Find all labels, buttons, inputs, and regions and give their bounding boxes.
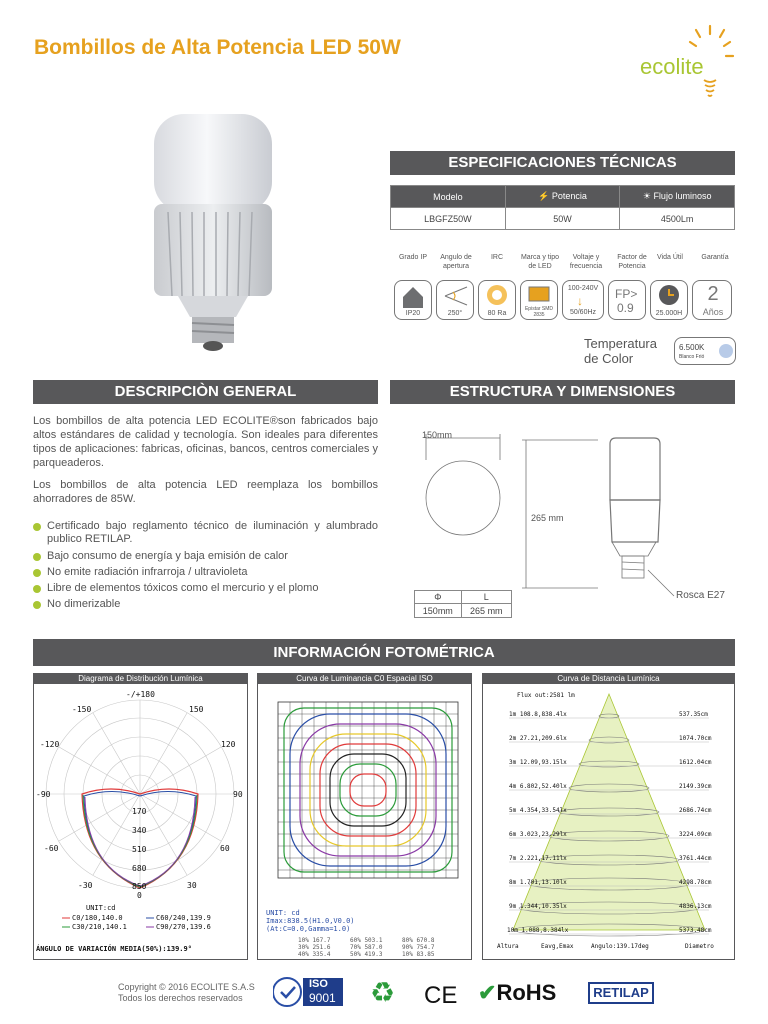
iso-logo: ISO 9001 xyxy=(273,974,345,1010)
col-model: Modelo xyxy=(391,186,506,208)
svg-text:60: 60 xyxy=(220,844,230,853)
rohs-logo: ✔RoHS xyxy=(478,980,557,1005)
distance-panel xyxy=(482,673,735,960)
svg-text:60% 503.1: 60% 503.1 xyxy=(350,937,383,944)
fp-box: FP> 0.9 xyxy=(608,280,646,320)
svg-text:2m 27.21,209.6lx: 2m 27.21,209.6lx xyxy=(509,735,567,742)
svg-text:6m 3.023,23.29lx: 6m 3.023,23.29lx xyxy=(509,831,567,838)
life-box: 25.000H xyxy=(650,280,688,320)
svg-text:30% 251.6: 30% 251.6 xyxy=(298,944,331,951)
svg-text:-90: -90 xyxy=(36,790,51,799)
iso-title: Curva de Luminancia C0 Espacial ISO xyxy=(258,674,471,684)
svg-text:-150: -150 xyxy=(72,705,92,714)
svg-text:4298.78cm: 4298.78cm xyxy=(679,879,712,886)
svg-text:10% 167.7: 10% 167.7 xyxy=(298,937,331,944)
distance-title: Curva de Distancia Lumínica xyxy=(483,674,734,684)
ce-mark: CE xyxy=(424,982,458,1009)
svg-text:C30/210,140.1: C30/210,140.1 xyxy=(72,923,127,931)
clock-icon xyxy=(651,281,687,311)
copyright: Copyright © 2016 ECOLITE S.A.S Todos los derechos reservados xyxy=(118,982,255,1003)
svg-text:8m 1.701,13.10lx: 8m 1.701,13.10lx xyxy=(509,879,567,886)
svg-text:9m 1.344,10.35lx: 9m 1.344,10.35lx xyxy=(509,903,567,910)
svg-text:70% 587.0: 70% 587.0 xyxy=(350,944,383,951)
svg-text:C90/270,139.6: C90/270,139.6 xyxy=(156,923,211,931)
color-wheel-icon xyxy=(479,281,515,311)
list-item: Bajo consumo de energía y baja emisión de calor xyxy=(33,550,378,563)
svg-text:-120: -120 xyxy=(40,740,60,749)
angle-icon xyxy=(437,281,473,311)
svg-text:850: 850 xyxy=(132,882,147,891)
structure-bar: ESTRUCTURA Y DIMENSIONES xyxy=(390,380,735,404)
flux-value: 4500Lm xyxy=(620,208,735,230)
photometric-bar: INFORMACIÓN FOTOMÉTRICA xyxy=(33,639,735,666)
ecolite-logo xyxy=(638,18,738,108)
height-label: 265 mm xyxy=(531,513,564,523)
list-item: Certificado bajo reglamento técnico de iluminación y alumbrado publico RETILAP. xyxy=(33,520,378,546)
distance-chart xyxy=(483,684,734,960)
svg-text:UNIT: cd: UNIT: cd xyxy=(266,909,300,917)
svg-text:340: 340 xyxy=(132,826,147,835)
svg-text:-30: -30 xyxy=(78,881,93,890)
svg-text:-/+180: -/+180 xyxy=(126,690,155,699)
svg-text:ecolite: ecolite xyxy=(640,54,704,79)
voltage-box: 100-240V ↓ 50/60Hz xyxy=(562,280,604,320)
label-fp: Factor de Potencia xyxy=(617,254,647,270)
width-label: 150mm xyxy=(422,430,453,440)
svg-text:3m 12.09,93.15lx: 3m 12.09,93.15lx xyxy=(509,759,567,766)
svg-text:4836.13cm: 4836.13cm xyxy=(679,903,712,910)
svg-text:Diametro: Diametro xyxy=(685,943,714,950)
svg-text:Imax:838.5(H1.0,V0.0): Imax:838.5(H1.0,V0.0) xyxy=(266,917,355,925)
svg-text:Flux out:2581 lm: Flux out:2581 lm xyxy=(517,692,575,699)
spec-table xyxy=(390,185,735,230)
iso-chart xyxy=(258,684,471,960)
svg-text:Eavg,Emax: Eavg,Emax xyxy=(541,943,574,950)
power-value: 50W xyxy=(505,208,620,230)
svg-text:90: 90 xyxy=(233,790,243,799)
svg-text:40% 335.4: 40% 335.4 xyxy=(298,951,331,958)
svg-text:50% 419.3: 50% 419.3 xyxy=(350,951,383,958)
label-angle: Angulo de apertura xyxy=(440,254,472,270)
svg-text:10% 83.85: 10% 83.85 xyxy=(402,951,435,958)
svg-text:30: 30 xyxy=(187,881,197,890)
svg-text:ÁNGULO DE VARIACIÓN MEDIA(50%): ÁNGULO DE VARIACIÓN MEDIA(50%):139.9° xyxy=(36,945,192,953)
irc-box: 80 Ra xyxy=(478,280,516,320)
iso-panel xyxy=(257,673,472,960)
svg-text:3224.09cm: 3224.09cm xyxy=(679,831,712,838)
description-bar: DESCRIPCIÒN GENERAL xyxy=(33,380,378,404)
list-item: Libre de elementos tóxicos como el mercurio y el plomo xyxy=(33,582,378,595)
svg-text:7m 2.221,17.11lx: 7m 2.221,17.11lx xyxy=(509,855,567,862)
feature-list xyxy=(33,520,378,611)
description-p2: Los bombillos de alta potencia LED reemplaza los bombillos ahorradores de 85W. xyxy=(33,479,378,505)
polar-chart xyxy=(34,684,247,960)
svg-text:80% 670.8: 80% 670.8 xyxy=(402,937,435,944)
list-item: No dimerizable xyxy=(33,598,378,611)
svg-text:-60: -60 xyxy=(44,844,59,853)
spec-bar: ESPECIFICACIONES TÉCNICAS xyxy=(390,151,735,175)
model-value: LBGFZ50W xyxy=(391,208,506,230)
svg-text:5373.48cm: 5373.48cm xyxy=(679,927,712,934)
label-voltage: Voltaje y frecuencia xyxy=(569,254,603,270)
svg-text:1m 108.8,838.4lx: 1m 108.8,838.4lx xyxy=(509,711,567,718)
page-title: Bombillos de Alta Potencia LED 50W xyxy=(34,36,401,59)
svg-text:0: 0 xyxy=(137,891,142,900)
svg-text:510: 510 xyxy=(132,845,147,854)
svg-text:C0/180,140.0: C0/180,140.0 xyxy=(72,914,123,922)
bulb-icon: ☀ xyxy=(642,191,654,201)
svg-text:3761.44cm: 3761.44cm xyxy=(679,855,712,862)
spec-icons xyxy=(390,280,735,322)
svg-text:2149.39cm: 2149.39cm xyxy=(679,783,712,790)
color-temp-box: 6.500K Blanco Frió xyxy=(674,337,736,365)
retilap-logo: RETILAP xyxy=(588,982,654,1004)
led-box: Epistar SMD 2835 xyxy=(520,280,558,320)
svg-text:170: 170 xyxy=(132,807,147,816)
color-temp-label: Temperatura de Color xyxy=(584,336,657,366)
svg-text:680: 680 xyxy=(132,864,147,873)
polar-panel xyxy=(33,673,248,960)
label-life: Vida Útil xyxy=(657,254,683,261)
bulb-photo xyxy=(148,112,278,352)
svg-text:10m 1.088,8.384lx: 10m 1.088,8.384lx xyxy=(507,927,569,934)
svg-text:Altura: Altura xyxy=(497,943,519,950)
power-icon: ⚡ xyxy=(538,191,552,201)
description-p1: Los bombillos de alta potencia LED ECOLITE®son fabricados bajo altos estándares de calidad y tecnología. Son ideales para diferentes tipos de aplicaciones: fabricas, oficinas, bancos, centros comerciales y parqueaderos. xyxy=(33,415,378,469)
svg-text:Angulo:139.17deg: Angulo:139.17deg xyxy=(591,943,649,950)
house-icon xyxy=(395,281,431,311)
color-swatch xyxy=(719,344,733,358)
warranty-box: 2 Años xyxy=(692,280,732,320)
svg-text:5m 4.354,33.54lx: 5m 4.354,33.54lx xyxy=(509,807,567,814)
svg-text:1612.04cm: 1612.04cm xyxy=(679,759,712,766)
label-led: Marca y tipo de LED xyxy=(520,254,560,270)
svg-text:150: 150 xyxy=(189,705,204,714)
svg-text:537.35cm: 537.35cm xyxy=(679,711,708,718)
angle-box: 250° xyxy=(436,280,474,320)
col-power: ⚡ Potencia xyxy=(505,186,620,208)
check-icon: ✔ xyxy=(478,980,497,1005)
svg-text:UNIT:cd: UNIT:cd xyxy=(86,904,116,912)
svg-text:4m 6.802,52.40lx: 4m 6.802,52.40lx xyxy=(509,783,567,790)
label-warranty: Garantía xyxy=(701,254,729,261)
label-irc: IRC xyxy=(490,254,504,261)
dimension-table: Φ L 150mm 265 mm xyxy=(414,590,512,618)
recycle-icon: ♻ xyxy=(370,977,396,1008)
svg-text:120: 120 xyxy=(221,740,236,749)
led-chip-icon xyxy=(521,281,557,307)
arrow-down-icon: ↓ xyxy=(577,294,583,308)
label-ip: Grado IP xyxy=(398,254,427,261)
ip-box: IP20 xyxy=(394,280,432,320)
svg-text:90% 754.7: 90% 754.7 xyxy=(402,944,435,951)
svg-text:1074.70cm: 1074.70cm xyxy=(679,735,712,742)
col-flux: ☀ Flujo luminoso xyxy=(620,186,735,208)
rosca-label: Rosca E27 xyxy=(676,590,725,601)
svg-text:C60/240,139.9: C60/240,139.9 xyxy=(156,914,211,922)
svg-text:(At:C=0.0,Gamma=1.0): (At:C=0.0,Gamma=1.0) xyxy=(266,925,351,933)
svg-text:2686.74cm: 2686.74cm xyxy=(679,807,712,814)
polar-title: Diagrama de Distribución Lumínica xyxy=(34,674,247,684)
list-item: No emite radiación infrarroja / ultravioleta xyxy=(33,566,378,579)
